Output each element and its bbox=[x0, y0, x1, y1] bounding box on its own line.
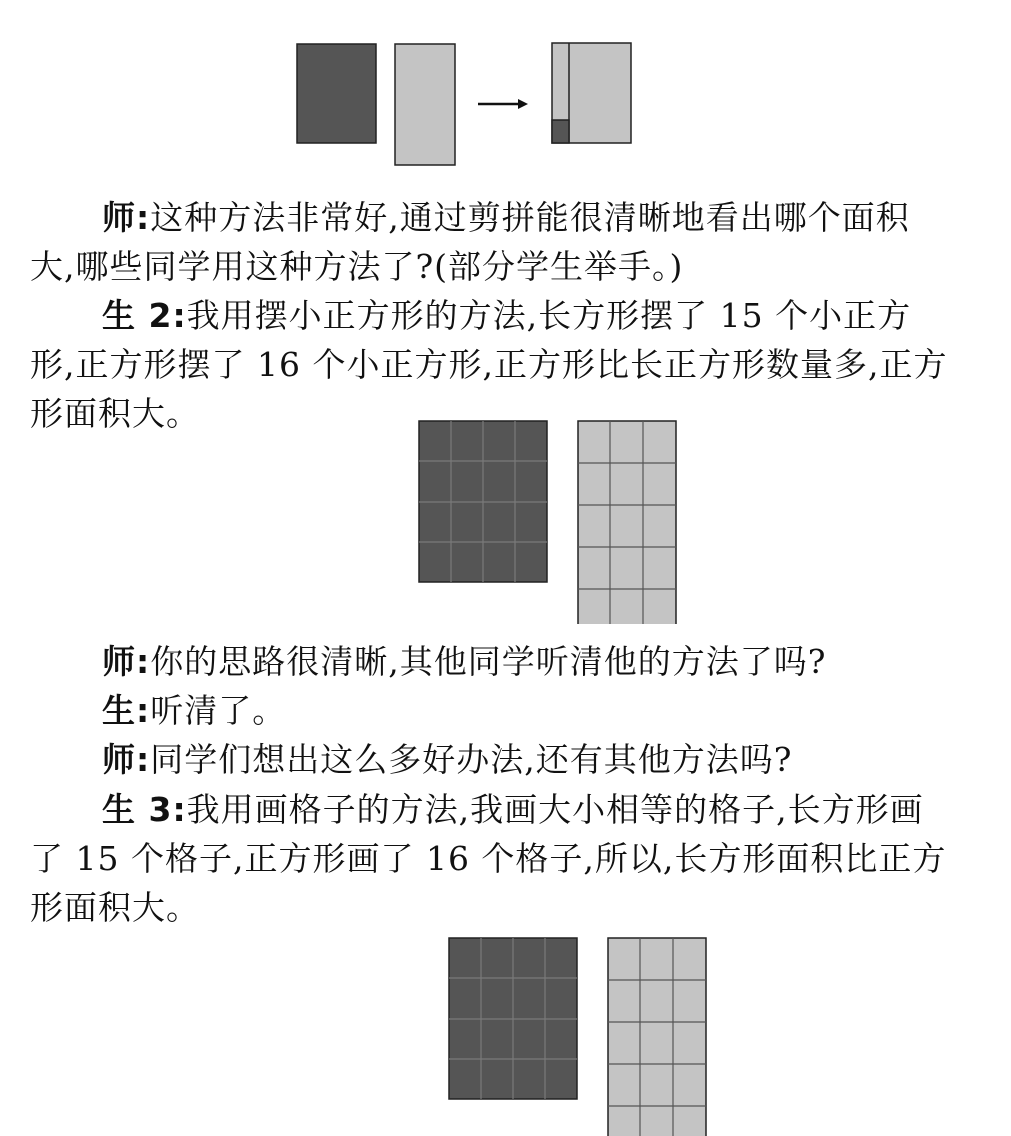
speaker-label: 生 2: bbox=[102, 296, 187, 335]
speaker-label: 师: bbox=[102, 740, 151, 779]
speaker-label: 生: bbox=[102, 691, 151, 730]
drawn-grid-figure bbox=[440, 928, 720, 1136]
speaker-label: 师: bbox=[102, 198, 151, 237]
speaker-label: 师: bbox=[102, 642, 151, 681]
dialogue-paragraph bbox=[30, 637, 950, 686]
dialogue-text: 听清了。 bbox=[150, 691, 287, 730]
dialogue-paragraph bbox=[30, 193, 950, 291]
light-rectangle-grid bbox=[608, 938, 706, 1136]
dark-square-grid bbox=[419, 421, 547, 582]
dialogue-paragraph bbox=[30, 735, 950, 784]
dialogue-text: 这种方法非常好,通过剪拼能很清晰地看出哪个面积大,哪些同学用这种方法了?(部分学生举手。) bbox=[30, 198, 910, 286]
dark-square bbox=[297, 44, 376, 143]
dark-square-grid bbox=[449, 938, 577, 1099]
speaker-label: 生 3: bbox=[102, 790, 187, 829]
dialogue-paragraph bbox=[30, 686, 950, 735]
dialogue-text: 我用画格子的方法,我画大小相等的格子,长方形画了 15 个格子,正方形画了 16 个格子,所以,长方形面积比正方形面积大。 bbox=[30, 790, 947, 927]
dialogue-paragraph bbox=[30, 785, 950, 932]
light-rectangle bbox=[395, 44, 455, 165]
tiling-squares-figure bbox=[410, 412, 690, 624]
combined-shape bbox=[552, 43, 631, 143]
dialogue-text: 我用摆小正方形的方法,长方形摆了 15 个小正方形,正方形摆了 16 个小正方形,正方形比长正方形数量多,正方形面积大。 bbox=[30, 296, 948, 433]
cut-and-paste-figure bbox=[290, 38, 640, 170]
dialogue-text: 同学们想出这么多好办法,还有其他方法吗? bbox=[150, 740, 793, 779]
dialogue-text: 你的思路很清晰,其他同学听清他的方法了吗? bbox=[150, 642, 827, 681]
right-arrow-icon bbox=[478, 99, 528, 109]
light-rectangle-grid bbox=[578, 421, 676, 624]
